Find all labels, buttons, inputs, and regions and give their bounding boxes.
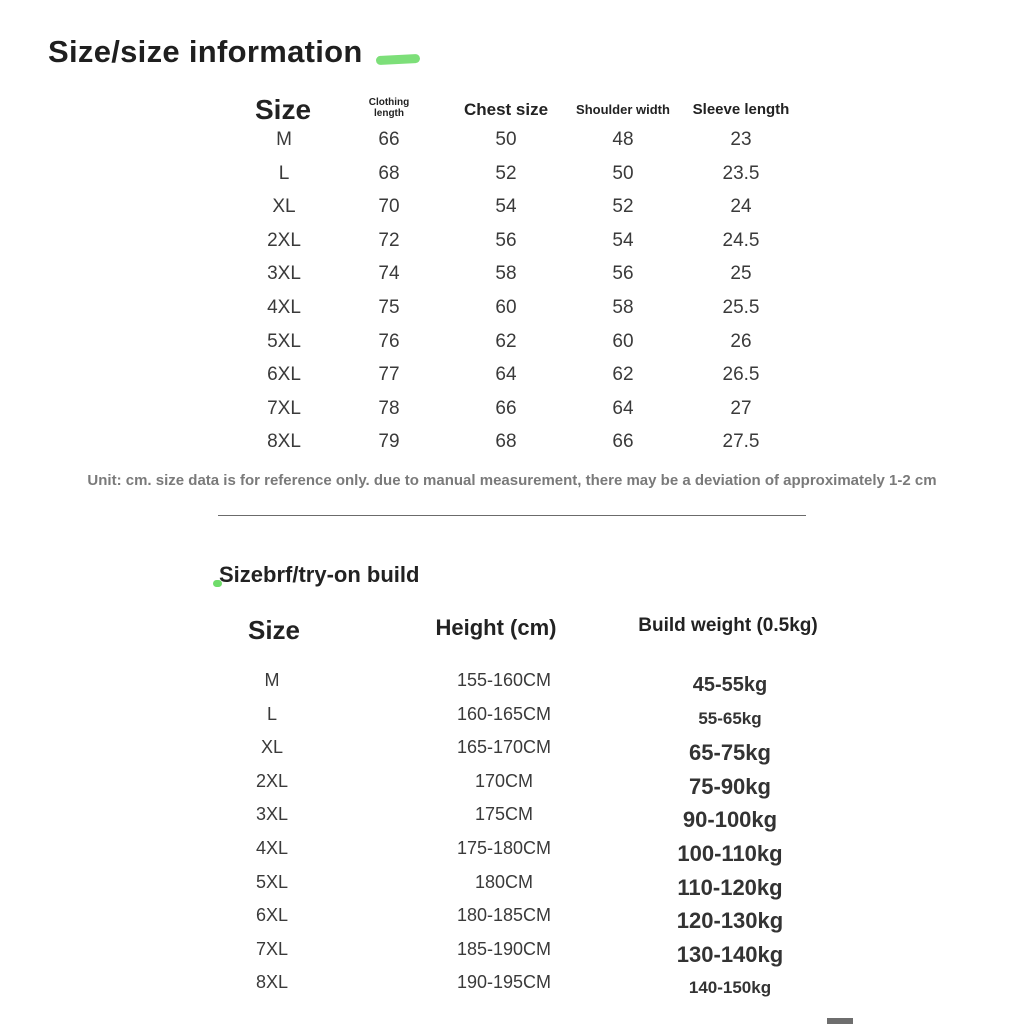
cell-height: 190-195CM — [456, 972, 552, 993]
cell-size: 5XL — [267, 330, 301, 352]
cell-sleeve: 25 — [730, 263, 752, 285]
cell-sleeve: 27 — [730, 397, 752, 419]
col-header-size-2: Size — [247, 615, 301, 645]
cell-clothing-length: 76 — [378, 330, 400, 352]
cell-chest: 52 — [495, 162, 517, 184]
measurement-note: Unit: cm. size data is for reference only. due to manual measurement, there may be a deviation of approximately 1-2 cm — [87, 472, 937, 489]
cell-chest: 60 — [495, 297, 517, 318]
cell-size: XL — [260, 737, 284, 758]
cell-sleeve: 26 — [730, 330, 752, 352]
cell-weight: 65-75kg — [689, 740, 771, 766]
cell-weight: 90-100kg — [682, 807, 778, 833]
cell-weight: 55-65kg — [698, 709, 762, 729]
cell-weight: 120-130kg — [676, 908, 784, 934]
cell-chest: 62 — [495, 330, 517, 352]
cell-clothing-length: 74 — [378, 263, 400, 285]
cell-chest: 64 — [495, 364, 517, 386]
cell-size: 4XL — [267, 297, 301, 318]
cell-size: M — [276, 129, 292, 150]
cell-sleeve: 23.5 — [722, 162, 760, 184]
cell-sleeve: 26.5 — [722, 364, 760, 386]
cell-size: 8XL — [255, 972, 289, 993]
cell-height: 180CM — [474, 871, 534, 892]
cell-shoulder: 54 — [612, 229, 634, 251]
cell-size: 4XL — [255, 838, 289, 858]
cell-chest: 56 — [495, 229, 517, 251]
cell-clothing-length: 70 — [378, 196, 400, 218]
col-header-chest: Chest size — [463, 100, 549, 119]
highlight-mark — [376, 54, 420, 65]
cell-shoulder: 52 — [612, 196, 634, 218]
cell-weight: 75-90kg — [689, 773, 771, 799]
cell-shoulder: 58 — [612, 297, 634, 318]
cell-height: 185-190CM — [456, 938, 552, 959]
cell-height: 175CM — [474, 804, 534, 825]
cell-shoulder: 60 — [612, 330, 634, 352]
cell-sleeve: 23 — [730, 129, 752, 150]
cell-chest: 66 — [495, 397, 517, 419]
col-header-height: Height (cm) — [435, 615, 557, 640]
cell-weight: 110-120kg — [677, 874, 783, 900]
col-header-size: Size — [254, 94, 312, 125]
cell-size: 8XL — [267, 431, 301, 453]
cell-size: 3XL — [255, 804, 289, 825]
cell-height: 170CM — [474, 770, 534, 791]
cell-shoulder: 48 — [612, 129, 634, 150]
cell-size: 2XL — [255, 770, 289, 791]
col-header-clothing-length: Clothing length — [368, 97, 410, 119]
cell-height: 180-185CM — [456, 905, 552, 926]
cell-weight: 130-140kg — [676, 941, 784, 967]
cell-chest: 68 — [495, 431, 517, 453]
cell-height: 165-170CM — [456, 737, 552, 758]
cell-clothing-length: 78 — [378, 397, 400, 419]
cell-clothing-length: 77 — [378, 364, 400, 386]
cell-size: 7XL — [255, 938, 289, 959]
cell-shoulder: 66 — [612, 431, 634, 453]
cell-weight: 140-150kg — [688, 977, 772, 997]
cell-height: 155-160CM — [456, 670, 552, 690]
cell-shoulder: 64 — [612, 397, 634, 419]
cell-sleeve: 24.5 — [722, 229, 760, 251]
cell-size: 2XL — [267, 229, 301, 251]
col-header-sleeve: Sleeve length — [692, 101, 790, 118]
cell-height: 175-180CM — [456, 838, 552, 858]
cell-size: 3XL — [267, 263, 301, 285]
cell-chest: 50 — [495, 129, 517, 150]
cell-sleeve: 27.5 — [722, 431, 760, 453]
cell-clothing-length: 66 — [378, 129, 400, 150]
try-on-build-title: Sizebrf/try-on build — [219, 562, 420, 587]
cell-clothing-length: 75 — [378, 297, 400, 318]
cell-size: 7XL — [267, 397, 301, 419]
cell-sleeve: 24 — [730, 196, 752, 218]
cell-size: 6XL — [267, 364, 301, 386]
cell-clothing-length: 68 — [378, 162, 400, 184]
cell-height: 160-165CM — [456, 703, 552, 724]
cell-shoulder: 56 — [612, 263, 634, 285]
cell-sleeve: 25.5 — [722, 297, 760, 318]
cell-shoulder: 50 — [612, 162, 634, 184]
col-header-weight: Build weight (0.5kg) — [638, 615, 818, 636]
cell-size: M — [264, 670, 280, 690]
divider — [218, 515, 806, 516]
cell-size: L — [266, 703, 277, 724]
cell-size: L — [278, 162, 290, 184]
size-information-title: Size/size information — [48, 34, 363, 69]
cell-chest: 54 — [495, 196, 517, 218]
cell-weight: 100-110kg — [677, 841, 783, 866]
corner-mark — [827, 1018, 853, 1024]
cell-size: 6XL — [255, 905, 289, 926]
col-header-shoulder: Shoulder width — [576, 102, 670, 117]
cell-chest: 58 — [495, 263, 517, 285]
cell-weight: 45-55kg — [692, 674, 768, 696]
cell-clothing-length: 72 — [378, 229, 400, 251]
cell-size: 5XL — [255, 871, 289, 892]
cell-shoulder: 62 — [612, 364, 634, 386]
cell-size: XL — [272, 196, 296, 218]
cell-clothing-length: 79 — [378, 431, 400, 453]
